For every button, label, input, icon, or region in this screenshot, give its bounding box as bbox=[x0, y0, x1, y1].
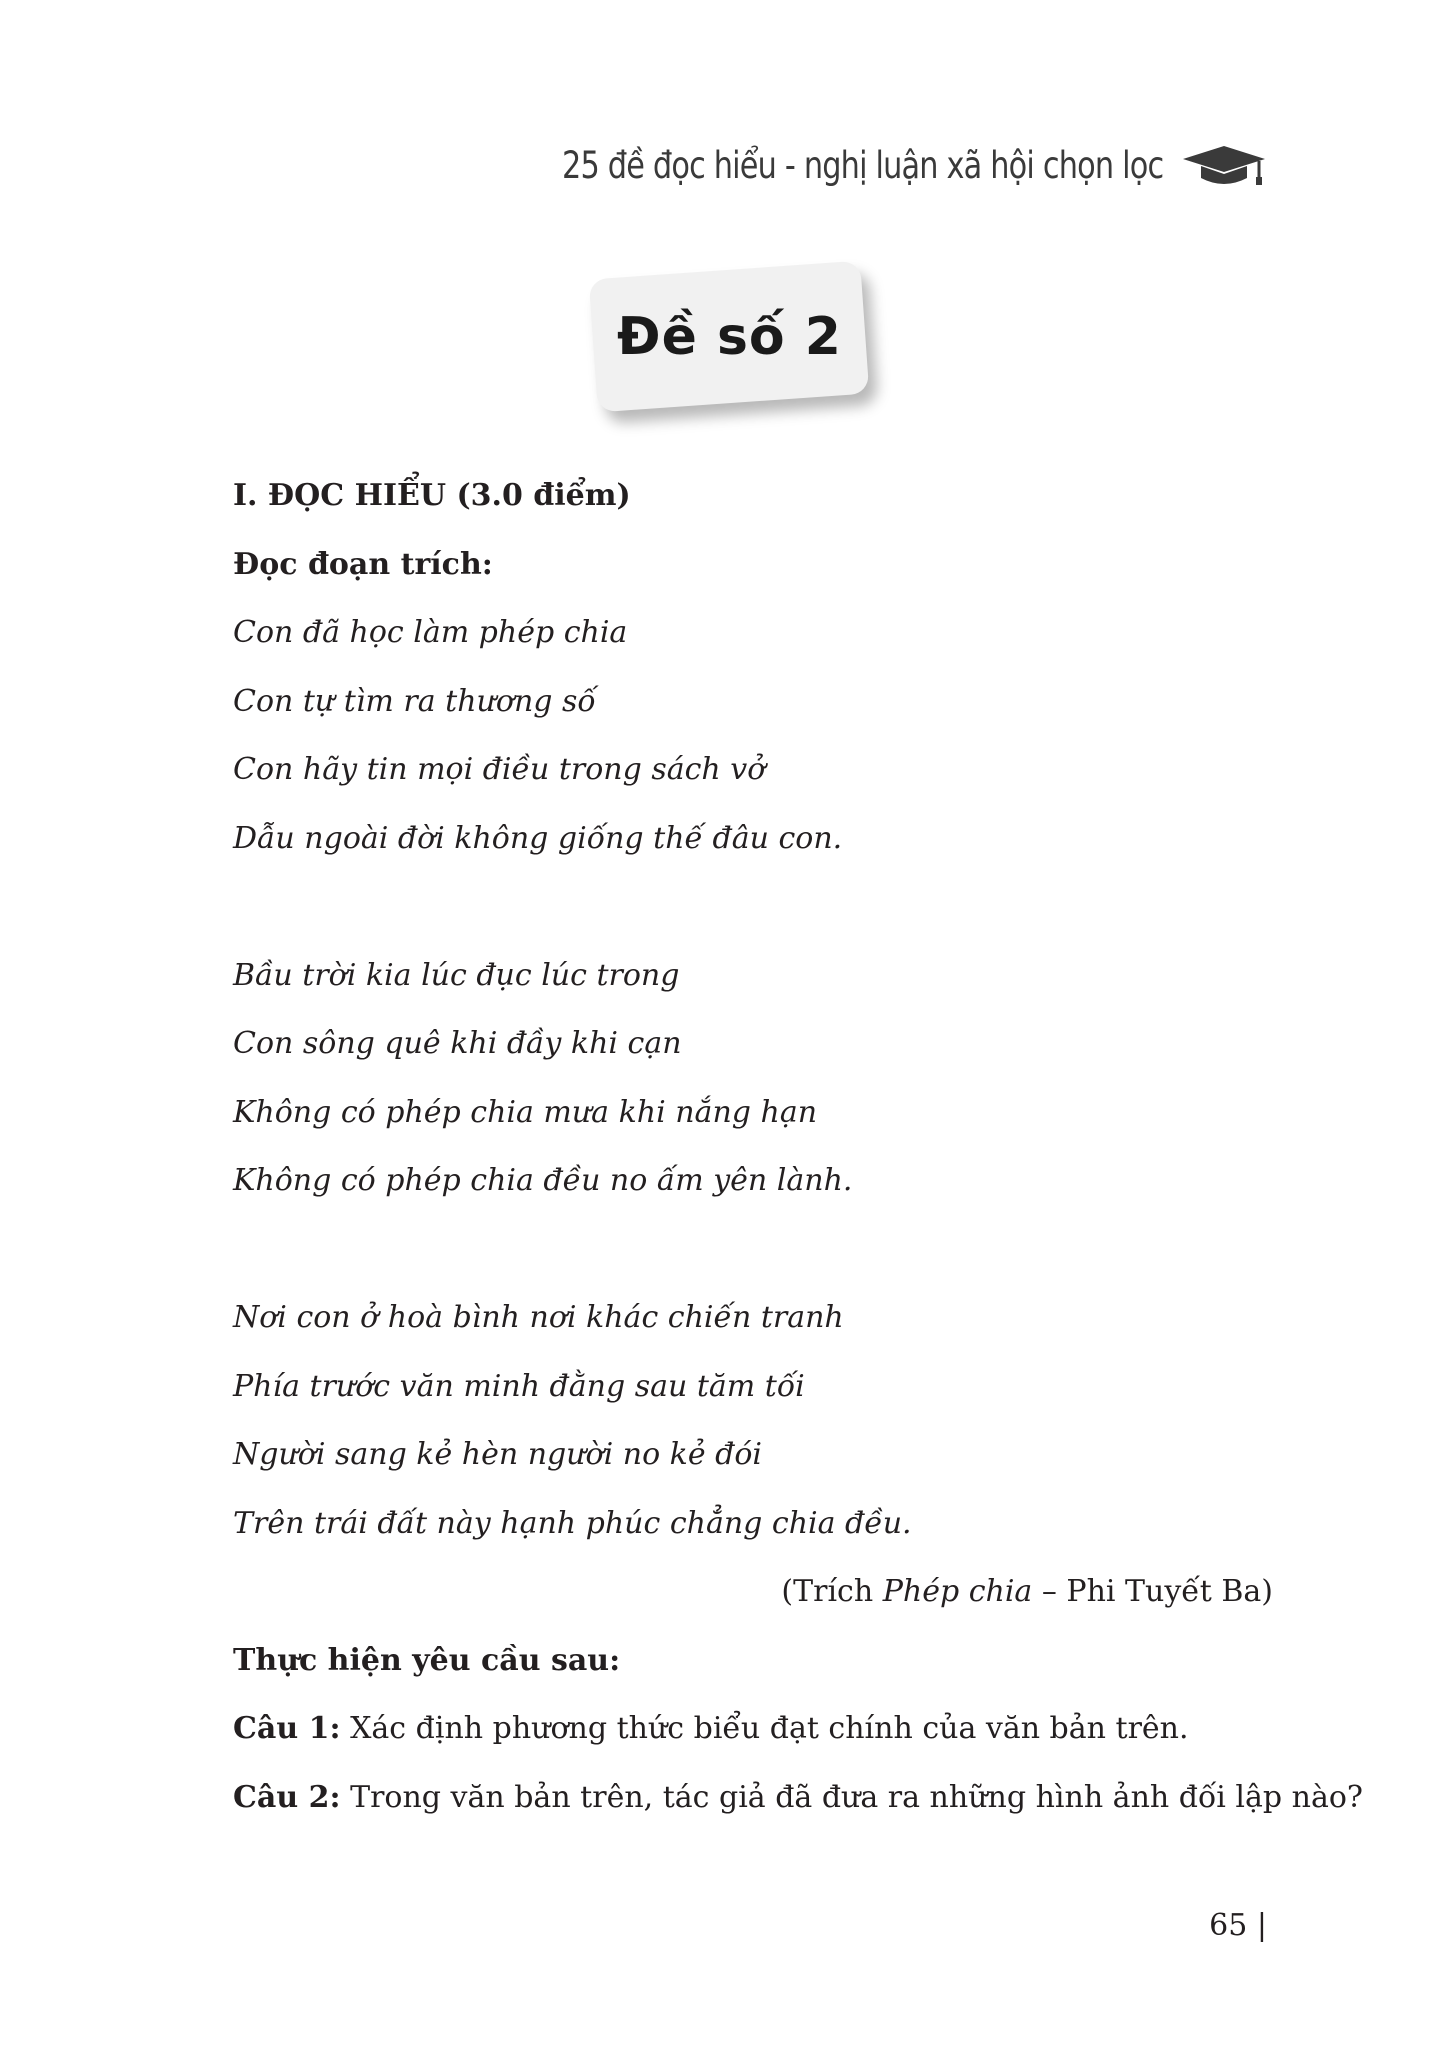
poem-line: Nơi con ở hoà bình nơi khác chiến tranh bbox=[233, 1300, 844, 1335]
poem-stanza bbox=[233, 1284, 1273, 1558]
reading-intro: Đọc đoạn trích: bbox=[233, 546, 493, 582]
exam-title: Đề số 2 bbox=[616, 306, 842, 367]
poem-line: Con tự tìm ra thương số bbox=[233, 683, 596, 719]
poem-line: Con hãy tin mọi điều trong sách vở bbox=[233, 752, 766, 787]
poem-line: Dẫu ngoài đời không giống thế đâu con. bbox=[233, 820, 843, 856]
poem-line: Bầu trời kia lúc đục lúc trong bbox=[233, 957, 680, 993]
source-work: Phép chia bbox=[882, 1574, 1033, 1609]
poem-line: Phía trước văn minh đằng sau tăm tối bbox=[233, 1368, 805, 1404]
running-header-title: 25 đề đọc hiểu - nghị luận xã hội chọn lọc bbox=[561, 143, 1163, 187]
poem-line: Con sông quê khi đầy khi cạn bbox=[233, 1026, 682, 1061]
section-heading: I. ĐỌC HIỂU (3.0 điểm) bbox=[233, 478, 631, 513]
question-text: Xác định phương thức biểu đạt chính của văn bản trên. bbox=[340, 1711, 1189, 1746]
question-label: Câu 1: bbox=[233, 1711, 341, 1746]
poem-line: Không có phép chia mưa khi nắng hạn bbox=[233, 1094, 818, 1130]
stanza-gap bbox=[233, 1216, 1273, 1285]
poem-stanza bbox=[233, 942, 1273, 1216]
source-prefix: (Trích bbox=[781, 1574, 883, 1609]
poem-stanza bbox=[233, 599, 1273, 873]
poem-line: Con đã học làm phép chia bbox=[233, 615, 628, 650]
graduation-cap-icon bbox=[1181, 142, 1267, 188]
poem-line: Không có phép chia đều no ấm yên lành. bbox=[233, 1163, 853, 1198]
question-label: Câu 2: bbox=[233, 1779, 341, 1815]
exam-title-box bbox=[589, 261, 870, 413]
question-text: Trong văn bản trên, tác giả đã đưa ra những hình ảnh đối lập nào? bbox=[340, 1779, 1364, 1815]
poem-line: Trên trái đất này hạnh phúc chẳng chia đều. bbox=[233, 1505, 912, 1541]
question-item bbox=[233, 1764, 1364, 1833]
poem-source bbox=[233, 1558, 1273, 1627]
running-header bbox=[430, 142, 1267, 188]
source-suffix: – Phi Tuyết Ba) bbox=[1032, 1574, 1273, 1609]
poem-line: Người sang kẻ hèn người no kẻ đói bbox=[233, 1437, 762, 1472]
page-number: 65 | bbox=[1209, 1908, 1267, 1943]
stanza-gap bbox=[233, 873, 1273, 942]
question-item bbox=[233, 1695, 1273, 1764]
main-content bbox=[233, 462, 1364, 1832]
task-heading: Thực hiện yêu cầu sau: bbox=[233, 1642, 621, 1678]
